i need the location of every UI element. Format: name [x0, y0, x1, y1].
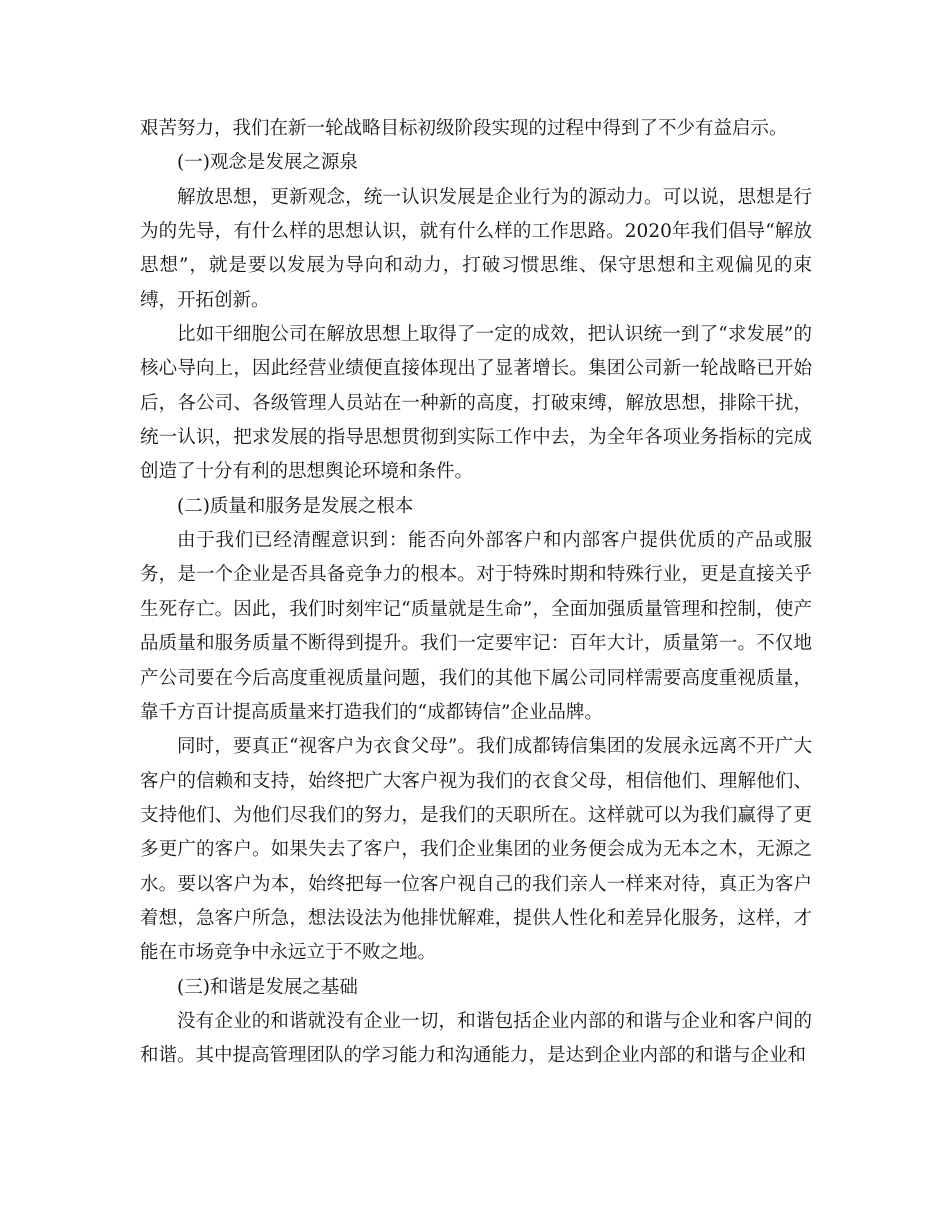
section-heading-1: (一)观念是发展之源泉: [177, 152, 358, 174]
section-heading-3: (三)和谐是发展之基础: [177, 976, 358, 998]
paragraph: 没有企业的和谐就没有企业一切，和谐包括企业内部的和谐与企业和客户间的和谐。其中提高管理团队的学习能力和沟通能力，是达到企业内部的和谐与企业和: [140, 1010, 812, 1067]
paragraph: 同时，要真正“视客户为衣食父母”。我们成都铸信集团的发展永远离不开广大客户的信赖和支持，始终把广大客户视为我们的衣食父母，相信他们、理解他们、支持他们、为他们尽我们的努力，是我们的天职所在。这样就可以为我们赢得了更多更广的客户。如果失去了客户，我们企业集团的业务便会成为无本之木，无源之水。要以客户为本，始终把每一位客户视自己的我们亲人一样来对待，真正为客户着想，急客户所急，想法设法为他排忧解难，提供人性化和差异化服务，这样，才能在市场竞争中永远立于不败之地。: [140, 736, 812, 964]
paragraph: 比如干细胞公司在解放思想上取得了一定的成效，把认识统一到了“求发展”的核心导向上，因此经营业绩便直接体现出了显著增长。集团公司新一轮战略已开始后，各公司、各级管理人员站在一种新的高度，打破束缚，解放思想，排除干扰，统一认识，把求发展的指导思想贯彻到实际工作中去，为全年各项业务指标的完成创造了十分有利的思想舆论环境和条件。: [140, 324, 812, 483]
paragraph-intro-continuation: 艰苦努力，我们在新一轮战略目标初级阶段实现的过程中得到了不少有益启示。: [140, 118, 788, 139]
paragraph: 由于我们已经清醒意识到：能否向外部客户和内部客户提供优质的产品或服务，是一个企业是否具备竞争力的根本。对于特殊时期和特殊行业，更是直接关乎生死存亡。因此，我们时刻牢记“质量就是生命”，全面加强质量管理和控制，使产品质量和服务质量不断得到提升。我们一定要牢记：百年大计，质量第一。不仅地产公司要在今后高度重视质量问题，我们的其他下属公司同样需要高度重视质量，靠千方百计提高质量来打造我们的“成都铸信”企业品牌。: [140, 530, 812, 723]
section-heading-2: (二)质量和服务是发展之根本: [177, 495, 414, 517]
document-body: [140, 112, 812, 1074]
paragraph: 解放思想，更新观念，统一认识发展是企业行为的源动力。可以说，思想是行为的先导，有什么样的思想认识，就有什么样的工作思路。2020年我们倡导“解放思想”，就是要以发展为导向和动力，打破习惯思维、保守思想和主观偏见的束缚，开拓创新。: [140, 186, 812, 311]
